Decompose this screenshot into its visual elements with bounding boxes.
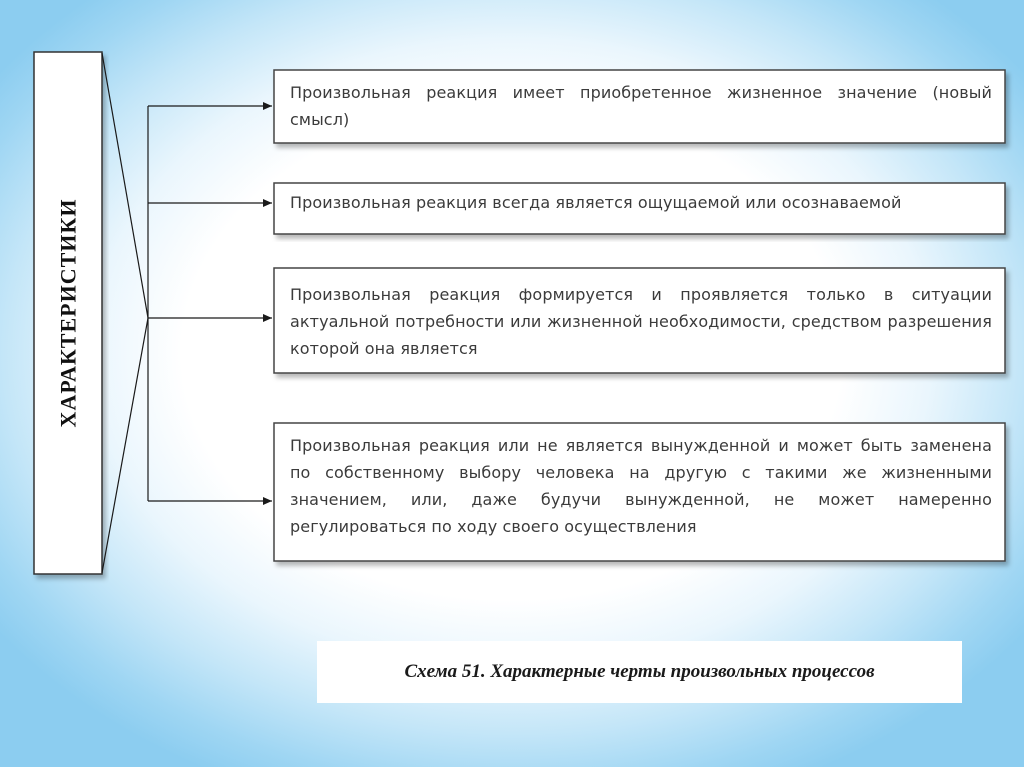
item-text-3: Произвольная реакция формируется и проявляется только в ситуации актуальной потребности или жизненной необходимости, средством разрешения которой она является <box>290 285 992 358</box>
item-text-4: Произвольная реакция или не является вынужденной и может быть заменена по собственному выбору человека на другую с такими же жизненными значением, или, даже будучи вынужденной, не может намеренно регулироваться по ходу своего осуществления <box>290 436 992 536</box>
side-label: ХАРАКТЕРИСТИКИ <box>55 198 81 428</box>
item-text-1: Произвольная реакция имеет приобретенное жизненное значение (новый смысл) <box>290 83 992 129</box>
item-text-2: Произвольная реакция всегда является ощущаемой или осознаваемой <box>290 193 902 212</box>
caption: Схема 51. Характерные черты произвольных процессов <box>404 661 875 682</box>
side-label-container <box>34 52 102 574</box>
brace-connector <box>102 53 148 573</box>
caption-box <box>317 641 962 703</box>
